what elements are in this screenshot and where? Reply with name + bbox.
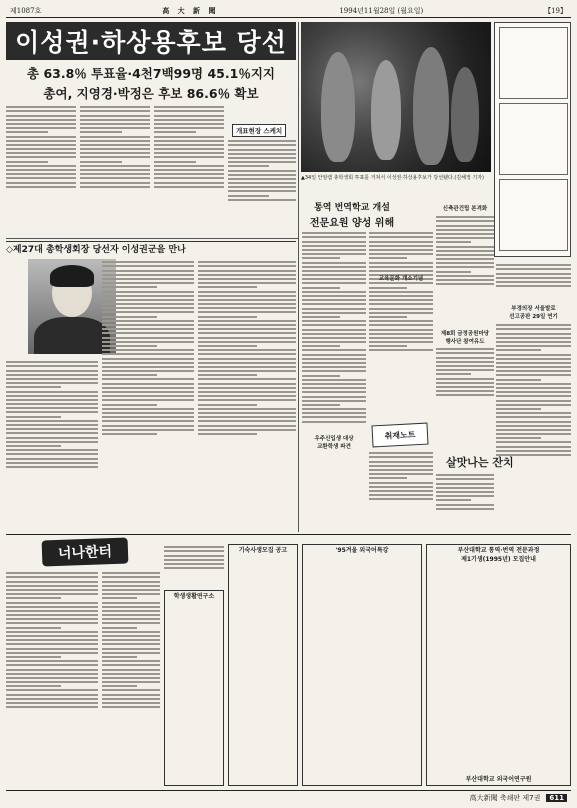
side-col-1 [436, 214, 494, 324]
ad-text-col-2 [102, 570, 160, 786]
ad-interpretation-title: 부산대학교 통역·번역 전문과정 제1기생(1995년) 모집안내 [457, 547, 540, 563]
photo-caption: ▲34일 안암캠 총학생회 투표를 거쳐서 이성권·하상용후보가 당선됐다.(김해정 기자) [301, 175, 484, 181]
lead-subheadline-2: 총여, 지영경·박정은 후보 86.6％ 확보 [43, 86, 259, 101]
newspaper-page [6, 4, 571, 804]
mid-story-col-1 [302, 230, 366, 530]
mid-story-kicker: 통역 번역학교 개설 [314, 203, 390, 213]
paper-name: 高 大 新 聞 [162, 5, 219, 15]
small-head-3: 제8회 금정공원마당 [440, 331, 490, 337]
issue-date: 1994년11월28일 (월요일) [339, 6, 424, 15]
lead-story-col-3 [154, 104, 224, 236]
reporter-note-label: 취재노트 [371, 423, 428, 448]
ad-dormitory-title: 기숙사생모집 공고 [238, 547, 288, 554]
news-photo [301, 22, 491, 172]
ad-logo: 너나한터 [42, 538, 129, 567]
ad-text-col-3 [164, 544, 224, 584]
small-head-7: 부경의장 서울발로 [511, 306, 556, 312]
small-head-5: 우주신입생 대상 [314, 436, 354, 442]
ad-text-col-1 [6, 570, 98, 786]
lead-story-col-2 [80, 104, 150, 236]
small-head-2: 교육문화 개소기념 [378, 276, 424, 282]
interview-col-2 [102, 259, 194, 529]
page-footer [6, 790, 571, 804]
interview-section-title: ◇제27대 총학생회장 당선자 이성권군을 만나 [6, 241, 296, 255]
side-col-4 [496, 322, 571, 530]
page-number: 【19】 [544, 6, 567, 15]
footer-page: 611 [546, 794, 567, 802]
small-head-4: 행사단 참여유도 [445, 339, 485, 345]
mid-story-col-2 [369, 230, 433, 420]
lead-story-col-1 [6, 104, 76, 236]
ad-counsel [164, 590, 224, 786]
pull-quote: 살맛나는 잔치 [446, 456, 514, 469]
mid-story-title: 전문요원 양성 위해 [309, 218, 395, 229]
ad-footer: 부산대학교 외국어연구원 [465, 776, 532, 783]
small-head-6: 교환학생 파견 [317, 444, 351, 450]
lead-subheadline-1: 총 63.8％ 투표율·4천7백99명 45.1％지지 [27, 66, 275, 81]
side-col-3 [496, 262, 571, 302]
footer-text: 高大新聞 축쇄판 제7권 [469, 793, 541, 802]
ad-dormitory [228, 544, 298, 786]
column-label: 개표현장 스케치 [232, 124, 286, 137]
masthead [6, 4, 571, 18]
ad-interpretation-course [426, 544, 571, 786]
lead-headline: 이성권·하상용후보 당선 [6, 22, 296, 60]
sketch-column [228, 138, 296, 236]
side-col-2 [436, 346, 494, 426]
reporter-note-col [369, 450, 433, 530]
ad-language-course [302, 544, 422, 786]
small-head-8: 선고공판 29일 연기 [509, 314, 558, 320]
small-head-1: 신축관건립 본격화 [442, 206, 488, 212]
interview-col-1 [6, 359, 98, 529]
quote-col [436, 472, 494, 530]
cartoon-strip [494, 22, 571, 257]
ad-language-title: '95겨울 외국어특강 [335, 547, 389, 554]
interview-col-3 [198, 259, 296, 529]
ad-counsel-title: 학생생활연구소 [173, 593, 215, 600]
issue-number: 제1087호 [10, 6, 42, 15]
